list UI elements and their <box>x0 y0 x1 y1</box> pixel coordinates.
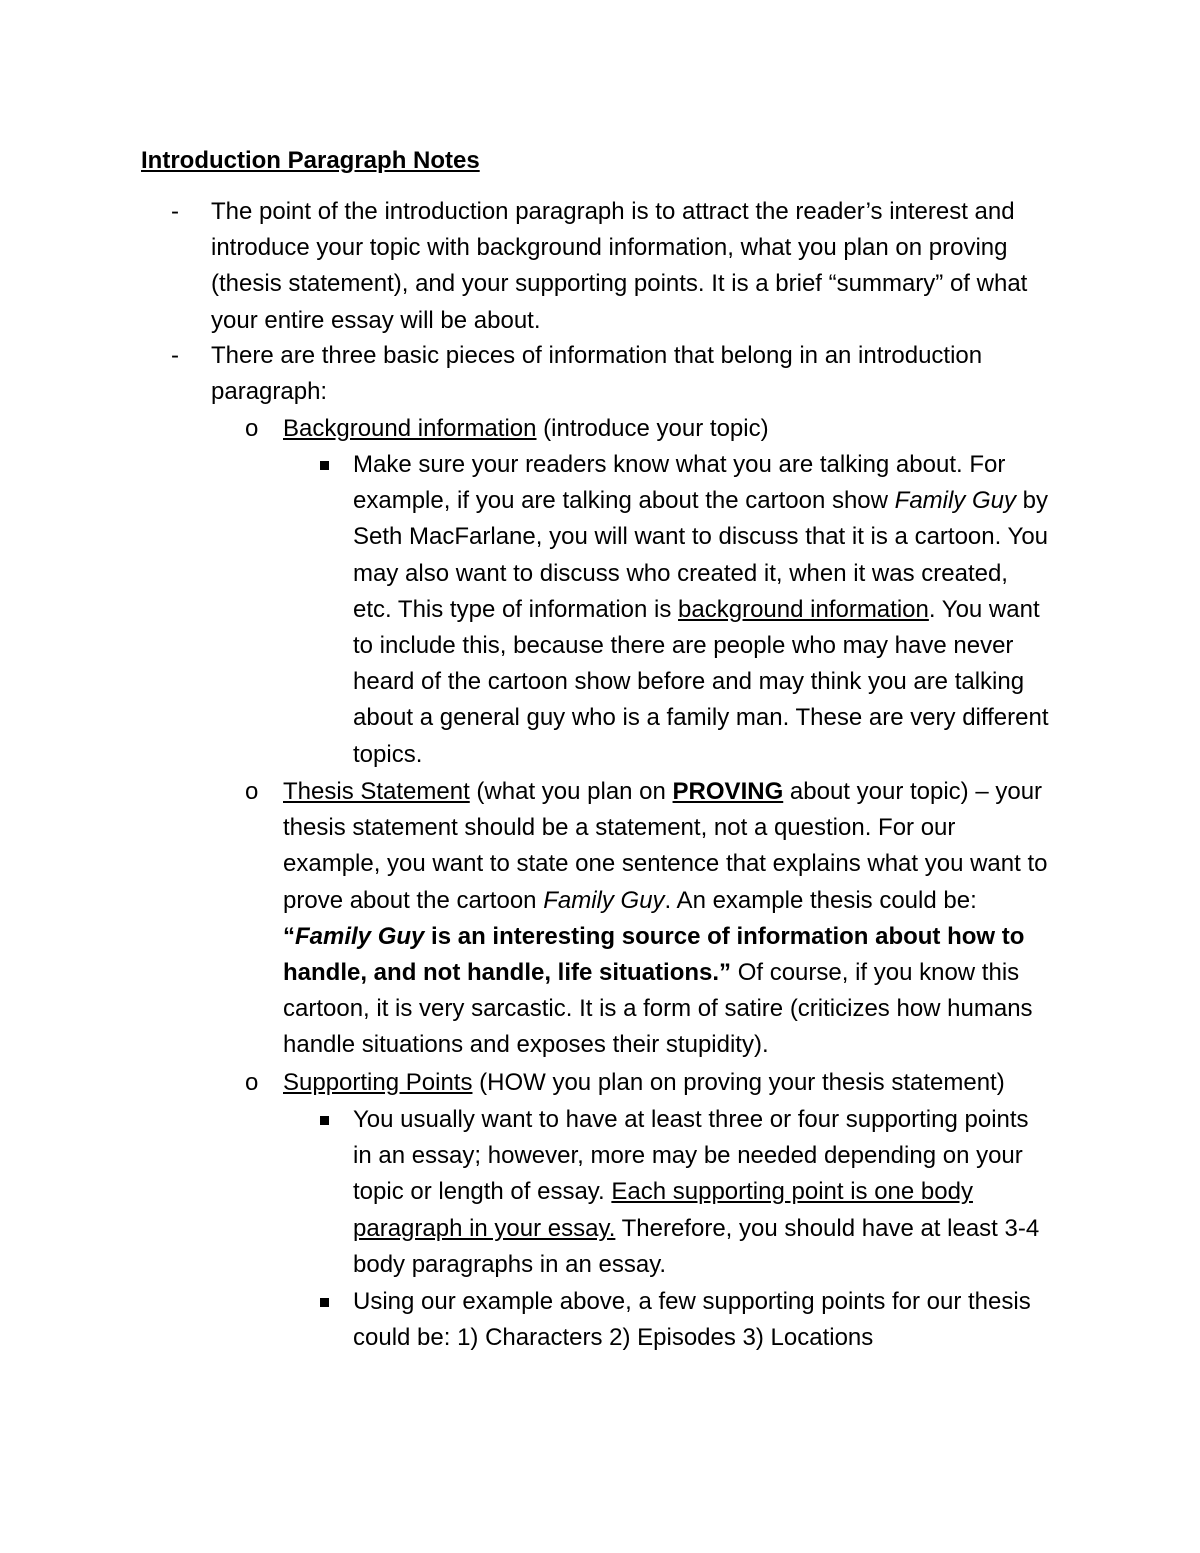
supporting-points-label: Supporting Points <box>283 1069 473 1096</box>
circle-bullet-icon: o <box>245 778 259 805</box>
background-info-note: (introduce your topic) <box>536 415 769 442</box>
dash-marker: - <box>171 342 179 369</box>
background-info-bullet <box>353 447 1053 773</box>
bg-text-2: by Seth MacFarlane, you will want to discuss that it is a cartoon. You may also want to discuss who created it, when it was created, etc. This type of information is <box>353 487 1049 623</box>
three-pieces-paragraph: There are three basic pieces of information that belong in an introduction paragraph: <box>211 342 983 406</box>
dash-marker: - <box>171 198 179 225</box>
supporting-points-heading <box>283 1065 1073 1101</box>
example-thesis-quote: “Family Guy is an interesting source of information about how to handle, and not handle, life situations.” <box>283 922 1025 987</box>
thesis-statement-paragraph <box>283 774 1058 1064</box>
bg-text-1: Make sure your readers know what you are talking about. For example, if you are talking about the cartoon show <box>353 451 1006 515</box>
supporting-points-note: (HOW you plan on proving your thesis statement) <box>472 1069 1005 1096</box>
proving-emphasis: PROVING <box>672 778 784 805</box>
intro-purpose-paragraph: The point of the introduction paragraph is to attract the reader’s interest and introduce your topic with background information, what you plan on proving (thesis statement), and your supporting points. It is a brief “summary” of what your entire essay will be about. <box>211 198 1028 334</box>
thesis-text-2: about your topic) – your thesis statement should be a statement, not a question. For our example, you want to state one sentence that explains what you want to prove about the cartoon <box>283 778 1048 914</box>
support-text-1: You usually want to have at least three or four supporting points in an essay; however, more may be needed depending on your topic or length of essay. <box>353 1106 1029 1206</box>
background-info-heading <box>283 411 1063 447</box>
square-bullet-icon <box>320 447 329 483</box>
body-paragraph-rule: Each supporting point is one body paragraph in your essay. <box>353 1178 973 1242</box>
circle-bullet-icon: o <box>245 1069 259 1096</box>
thesis-statement-label: Thesis Statement <box>283 778 470 805</box>
square-bullet-icon <box>320 1284 329 1320</box>
background-info-term: background information <box>678 595 929 623</box>
supporting-points-bullet-1 <box>353 1102 1053 1283</box>
circle-bullet-icon: o <box>245 415 259 442</box>
supporting-points-bullet-2: Using our example above, a few supporting points for our thesis could be: 1) Characters 2) Episodes 3) Locations <box>353 1288 1031 1352</box>
thesis-text-4: Of course, if you know this cartoon, it is very sarcastic. It is a form of satire (criticizes how humans handle situations and exposes their stupidity). <box>283 959 1033 1059</box>
square-bullet-icon <box>320 1102 329 1138</box>
show-title: Family Guy <box>894 487 1017 515</box>
show-title: Family Guy <box>543 886 665 914</box>
background-info-label: Background information <box>283 415 537 442</box>
page-title: Introduction Paragraph Notes <box>141 147 480 174</box>
thesis-text-1: (what you plan on <box>469 778 673 805</box>
thesis-text-3: . An example thesis could be: <box>664 886 977 914</box>
bg-text-3: . You want to include this, because there are people who may have never heard of the cartoon show before and may think you are talking about a general guy who is a family man. These are very different topics. <box>353 595 1049 768</box>
support-text-2: Therefore, you should have at least 3-4 body paragraphs in an essay. <box>353 1214 1040 1278</box>
